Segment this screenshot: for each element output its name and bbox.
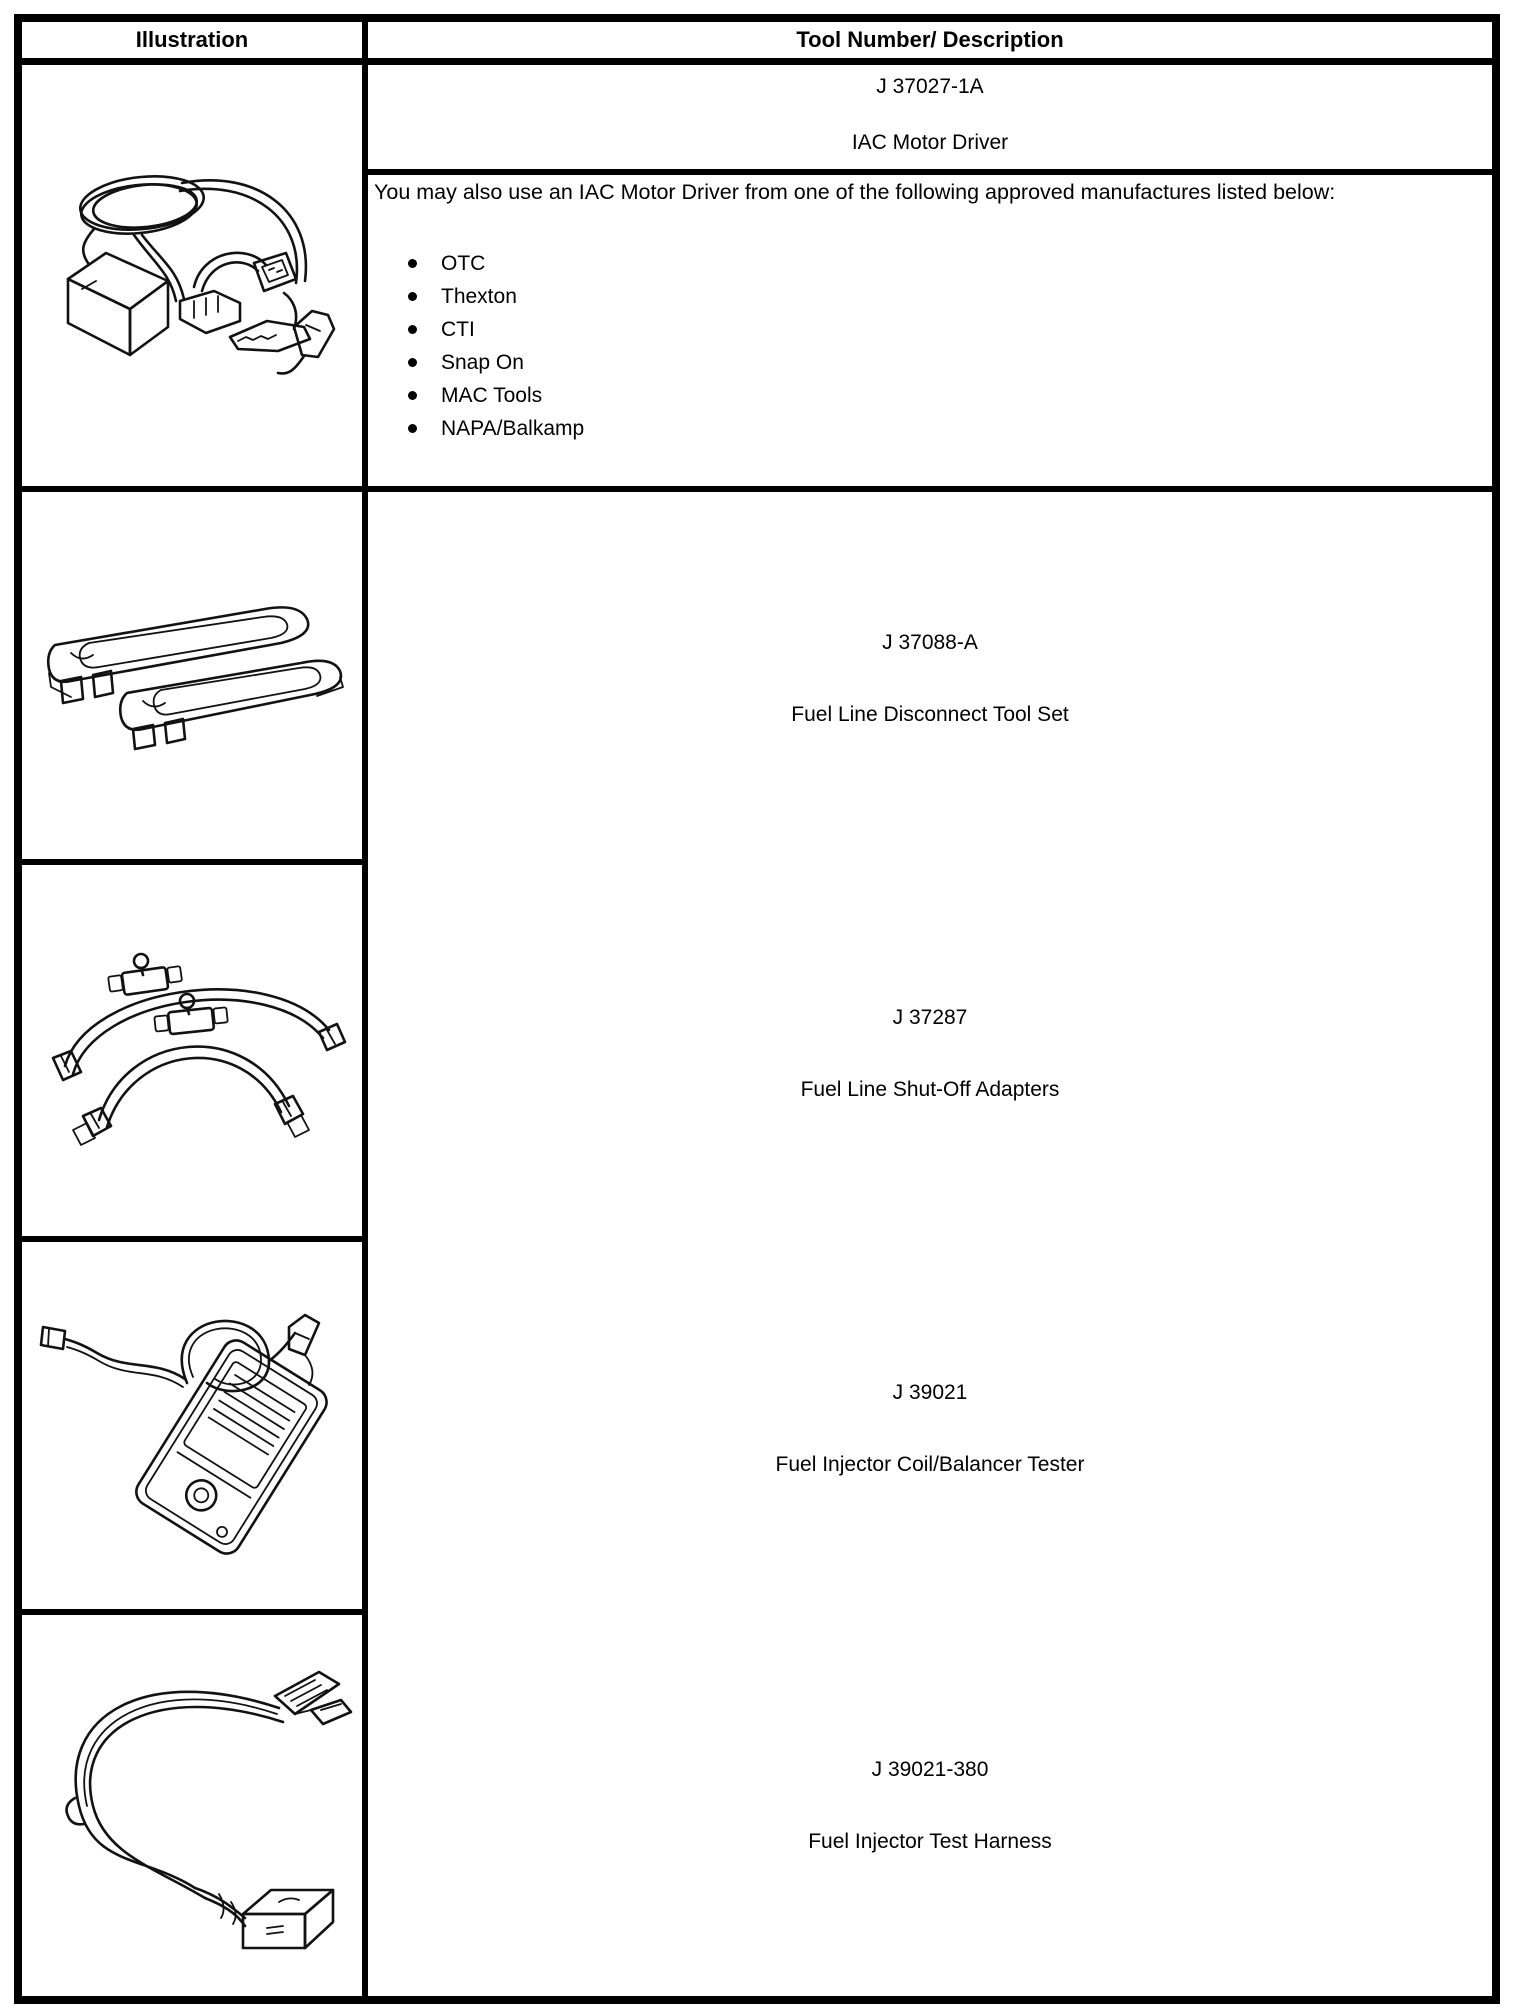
bullet-icon — [408, 424, 417, 433]
bullet-icon — [408, 391, 417, 400]
bullet-icon — [408, 325, 417, 334]
manufacturer-item — [408, 412, 1486, 445]
illustration-cell-row3 — [22, 865, 368, 1242]
manufacturer-item — [408, 247, 1486, 280]
tool-number: J 39021 — [892, 1380, 968, 1404]
fuel-line-disconnect-tool-illustration — [37, 593, 347, 758]
iac-motor-driver-illustration — [42, 151, 342, 401]
header-illustration — [22, 22, 368, 65]
manufacturer-item — [408, 379, 1486, 412]
manufacturer-item — [408, 313, 1486, 346]
tool-cell-row1 — [368, 65, 1492, 492]
special-tools-table — [14, 14, 1500, 2004]
tool-number: J 37088-A — [882, 630, 978, 654]
tool-cell-row5 — [368, 1615, 1492, 1996]
manufacturer-list — [374, 247, 1486, 445]
tool-cell-row3 — [368, 865, 1492, 1242]
manufacturer-label: OTC — [441, 251, 486, 275]
tool-description: Fuel Injector Test Harness — [808, 1829, 1052, 1853]
tool-number: J 37027-1A — [876, 75, 984, 98]
tool-header-row1 — [368, 65, 1492, 175]
manufacturer-label: NAPA/Balkamp — [441, 416, 585, 440]
tool-cell-row2 — [368, 492, 1492, 865]
header-tool-description — [368, 22, 1492, 65]
bullet-icon — [408, 358, 417, 367]
illustration-cell-row4 — [22, 1242, 368, 1615]
bullet-icon — [408, 259, 417, 268]
manufacturer-label: CTI — [441, 317, 475, 341]
tool-cell-row4 — [368, 1242, 1492, 1615]
illustration-cell-row5 — [22, 1615, 368, 1996]
manufacturer-label: Thexton — [441, 284, 517, 308]
header-tool-description-label: Tool Number/ Description — [796, 27, 1064, 52]
manufacturer-item — [408, 280, 1486, 313]
manufacturer-label: MAC Tools — [441, 383, 543, 407]
manufacturer-item — [408, 346, 1486, 379]
note-text: You may also use an IAC Motor Driver from one of the following approved manufactures listed below: — [374, 180, 1336, 204]
tool-description: IAC Motor Driver — [851, 131, 1009, 154]
tool-description: Fuel Line Disconnect Tool Set — [791, 702, 1069, 726]
tool-description: Fuel Injector Coil/Balancer Tester — [775, 1452, 1085, 1476]
fuel-injector-test-harness-illustration — [27, 1656, 357, 1956]
tool-note-row1 — [368, 175, 1492, 486]
fuel-injector-tester-illustration — [37, 1291, 347, 1561]
tool-number: J 39021-380 — [871, 1757, 989, 1781]
fuel-line-shutoff-adapters-illustration — [37, 948, 347, 1153]
tool-description: Fuel Line Shut-Off Adapters — [800, 1077, 1060, 1101]
tool-number: J 37287 — [892, 1005, 968, 1029]
bullet-icon — [408, 292, 417, 301]
illustration-cell-row2 — [22, 492, 368, 865]
header-illustration-label: Illustration — [135, 27, 249, 52]
manufacturer-label: Snap On — [441, 350, 524, 374]
illustration-cell-row1 — [22, 65, 368, 492]
